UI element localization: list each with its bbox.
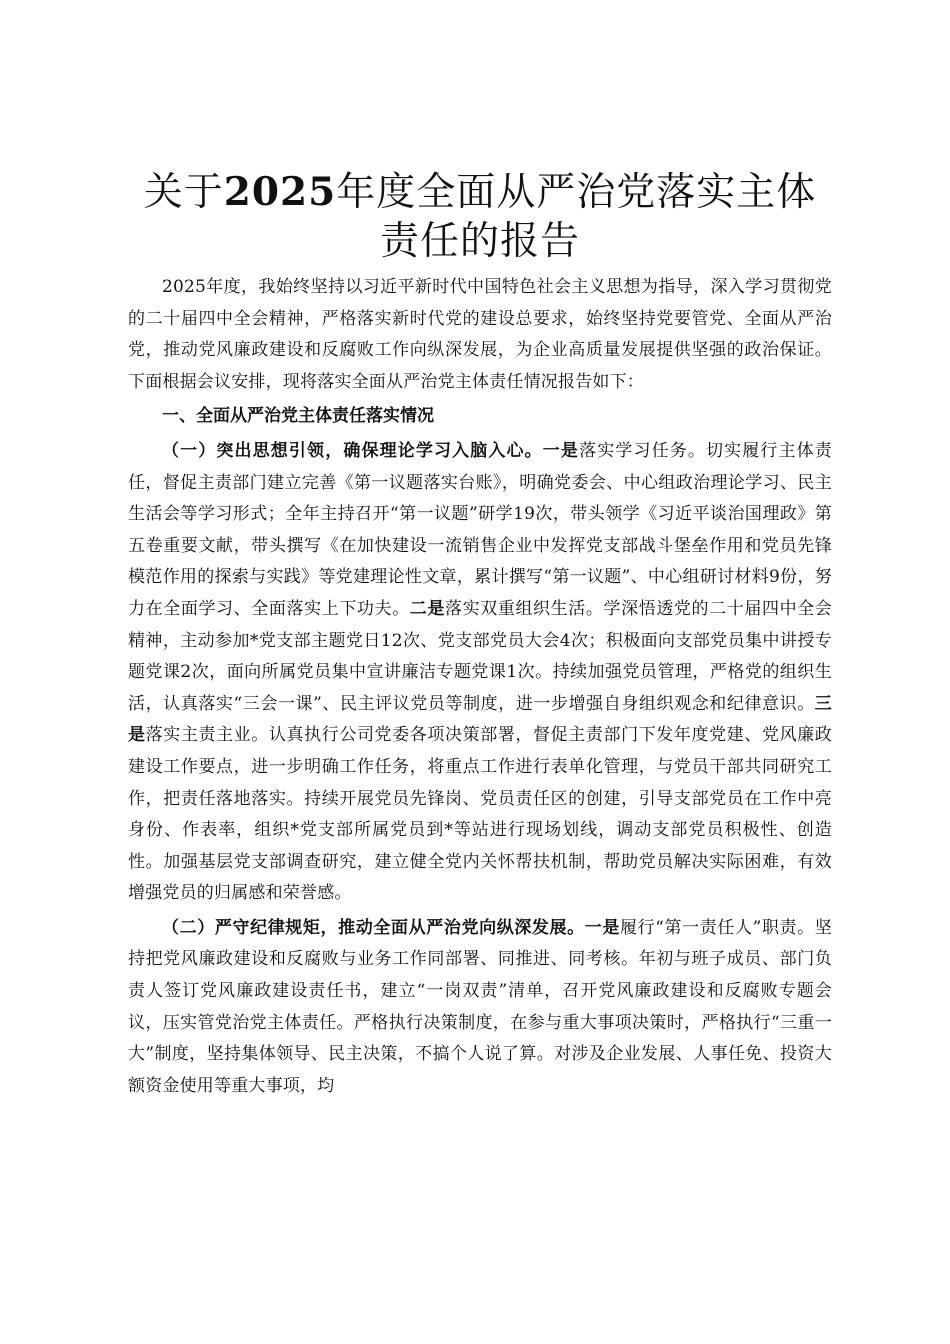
point-marker: 三是 xyxy=(128,693,832,746)
point-marker: 二是 xyxy=(409,598,445,619)
title-suffix: 年度全面从严治党落实主体责任的报告 xyxy=(336,170,817,264)
subsection-2-paragraph xyxy=(128,913,832,1103)
title-year: 2025 xyxy=(223,169,337,215)
document-title xyxy=(128,168,832,266)
point-text: 履行“第一责任人”职责。坚持把党风廉政建设和反腐败与业务工作同部署、同推进、同考核。年初与班子成员、部门负责人签订党风廉政建设责任书，建立“一岗双责”清单，召开党风廉政建设和反腐败专题会议，压实管党治党主体责任。严格执行决策制度，在参与重大事项决策时，严格执行“三重一大”制度，坚持集体领导、民主决策，不搞个人说了算。对涉及企业发展、人事任免、投资大额资金使用等重大事项，均 xyxy=(128,917,832,1096)
subsection-1-paragraph xyxy=(128,436,832,910)
title-prefix: 关于 xyxy=(143,170,224,215)
intro-paragraph: 2025年度，我始终坚持以习近平新时代中国特色社会主义思想为指导，深入学习贯彻党的二十届四中全会精神，严格落实新时代党的建设总要求，始终坚持党要管党、全面从严治党，推动党风廉政建设和反腐败工作向纵深发展，为企业高质量发展提供坚强的政治保证。下面根据会议安排，现将落实全面从严治党主体责任情况报告如下： xyxy=(128,277,832,392)
subsection-2-lead: （二）严守纪律规矩，推动全面从严治党向纵深发展。 xyxy=(162,917,585,938)
point-text: 落实双重组织生活。学深悟透党的二十届四中全会精神，主动参加*党支部主题党日12次、党支部党员大会4次；积极面向支部党员集中讲授专题党课2次，面向所属党员集中宣讲廉洁专题党课1次。持续加强党员管理，严格党的组织生活，认真落实“三会一课”、民主评议党员等制度，进一步增强自身组织观念和纪律意识。 xyxy=(128,598,833,714)
point-marker: 一是 xyxy=(584,917,621,938)
point-marker: 一是 xyxy=(542,440,580,461)
point-text: 落实学习任务。切实履行主体责任，督促主责部门建立完善《第一议题落实台账》，明确党委会、中心组政治理论学习、民主生活会等学习形式；全年主持召开“第一议题”研学19次，带头领学《习近平谈治国理政》第五卷重要文献，带头撰写《在加快建设一流销售企业中发挥党支部战斗堡垒作用和党员先锋模范作用的探索与实践》等党建理论性文章，累计撰写“第一议题”、中心组研讨材料9份，努力在全面学习、全面落实上下功夫。 xyxy=(128,440,832,619)
document-page xyxy=(128,168,832,1102)
point-text: 落实主责主业。认真执行公司党委各项决策部署，督促主责部门下发年度党建、党风廉政建设工作要点，进一步明确工作任务，将重点工作进行表单化管理，与党员干部共同研究工作，把责任落地落实。持续开展党员先锋岗、党员责任区的创建，引导支部党员在工作中亮身份、作表率，组织*党支部所属党员到*等站进行现场划线，调动支部党员积极性、创造性。加强基层党支部调查研究，建立健全党内关怀帮扶机制，帮助党员解决实际困难，有效增强党员的归属感和荣誉感。 xyxy=(128,725,832,904)
section-heading: 一、全面从严治党主体责任落实情况 xyxy=(162,406,434,427)
subsection-1-lead: （一）突出思想引领，确保理论学习入脑入心。 xyxy=(162,440,543,461)
